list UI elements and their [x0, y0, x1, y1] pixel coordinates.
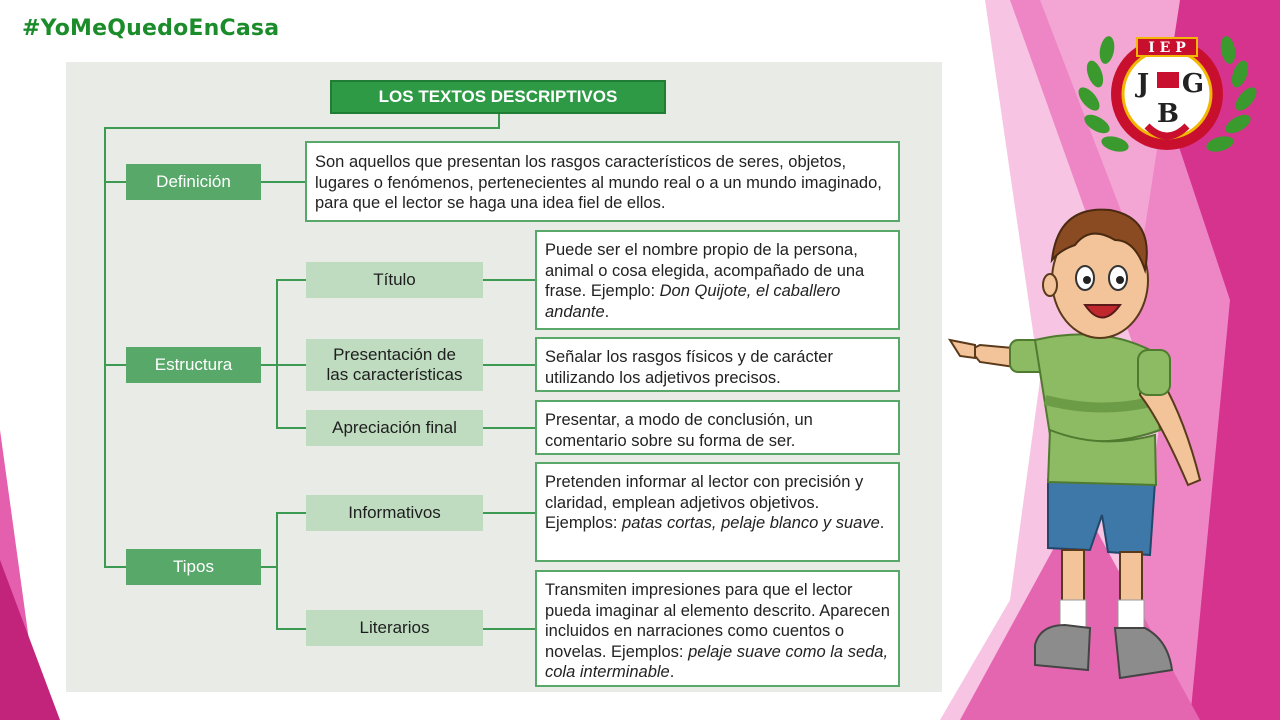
category-estructura: Estructura	[126, 347, 261, 383]
cartoon-boy-illustration	[940, 200, 1220, 700]
apreciacion-description: Presentar, a modo de conclusión, un comentario sobre su forma de ser.	[535, 400, 900, 455]
connector-line	[104, 127, 500, 129]
subcategory-presentacion-line1: Presentación de	[333, 345, 456, 364]
subcategory-apreciacion: Apreciación final	[306, 410, 483, 446]
diagram-title: LOS TEXTOS DESCRIPTIVOS	[330, 80, 666, 114]
titulo-description: Puede ser el nombre propio de la persona, animal o cosa elegida, acompañado de una frase. Ejemplo: Don Quijote, el caballero andante.	[535, 230, 900, 330]
literarios-description: Transmiten impresiones para que el lector pueda imaginar al elemento descrito. Aparecen incluidos en narraciones como cuentos o novelas. Ejemplos: pelaje suave como la seda, cola interminable.	[535, 570, 900, 687]
presentacion-description: Señalar los rasgos físicos y de carácter utilizando los adjetivos precisos.	[535, 337, 900, 392]
subcategory-titulo: Título	[306, 262, 483, 298]
informativos-example: patas cortas, pelaje blanco y suave	[622, 514, 880, 532]
category-tipos: Tipos	[126, 549, 261, 585]
definicion-description	[305, 141, 900, 222]
logo-top-text: I E P	[1148, 40, 1186, 56]
connector-line	[261, 364, 306, 366]
connector-line	[276, 279, 278, 429]
connector-line	[104, 127, 106, 568]
connector-line	[261, 566, 277, 568]
subcategory-presentacion-line2: las características	[326, 365, 463, 384]
connector-line	[483, 427, 536, 429]
informativos-description: Pretenden informar al lector con precisión y claridad, emplean adjetivos objetivos. Ejemplos: patas cortas, pelaje blanco y suave.	[535, 462, 900, 562]
subcategory-informativos: Informativos	[306, 495, 483, 531]
connector-line	[276, 628, 306, 630]
school-logo	[1075, 14, 1260, 169]
titulo-example: Don Quijote, el caballero andante	[545, 282, 841, 321]
definicion-text: Son aquellos que presentan los rasgos característicos de seres, objetos, lugares o fenómenos, pertenecientes al mundo real o a un mundo imaginado, para que el lector se haga una idea fiel de ellos.	[315, 153, 882, 212]
connector-line	[483, 364, 536, 366]
hashtag-heading: #YoMeQuedoEnCasa	[22, 16, 280, 41]
connector-line	[483, 628, 536, 630]
connector-line	[276, 512, 306, 514]
subcategory-presentacion	[306, 339, 483, 391]
logo-letter-j: J	[1136, 69, 1150, 99]
connector-line	[104, 181, 126, 183]
category-definicion: Definición	[126, 164, 261, 200]
connector-line	[483, 512, 536, 514]
connector-line	[276, 427, 306, 429]
connector-line	[261, 181, 306, 183]
connector-line	[276, 512, 278, 630]
logo-letter-g: G	[1181, 69, 1205, 99]
logo-letter-b: B	[1157, 99, 1179, 129]
connector-line	[483, 279, 536, 281]
connector-line	[104, 566, 126, 568]
literarios-example: pelaje suave como la seda, cola interminable	[545, 642, 889, 681]
connector-line	[104, 364, 126, 366]
subcategory-literarios: Literarios	[306, 610, 483, 646]
connector-line	[276, 279, 306, 281]
